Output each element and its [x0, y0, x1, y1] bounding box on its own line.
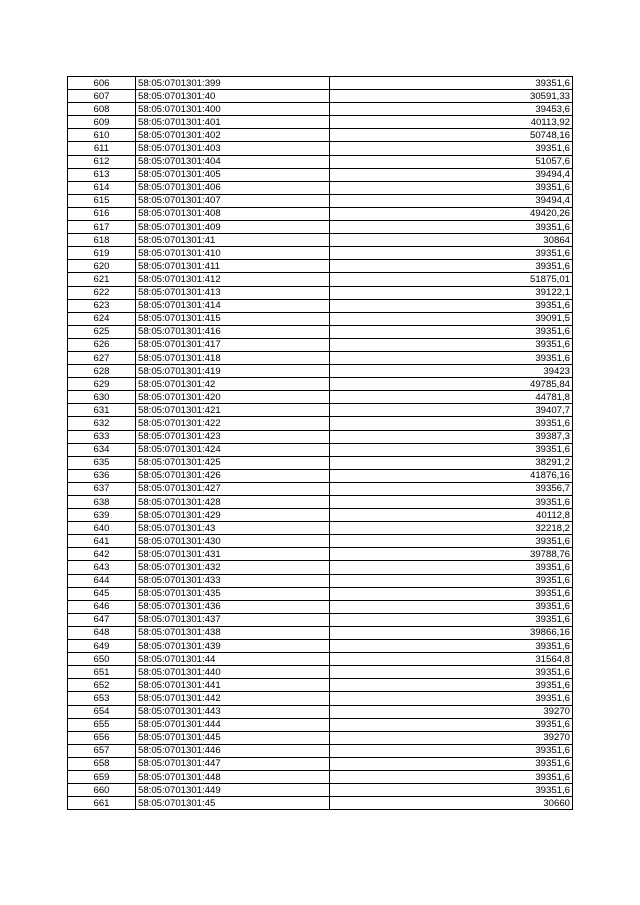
value-cell: 39351,6: [330, 247, 573, 260]
table-row: [68, 325, 573, 338]
table-row: [68, 653, 573, 666]
cadastral-number-cell: 58:05:0701301:437: [136, 613, 330, 626]
row-number-cell: 646: [68, 600, 136, 613]
value-cell: 39351,6: [330, 443, 573, 456]
value-cell: 40112,8: [330, 509, 573, 522]
cadastral-number-cell: 58:05:0701301:44: [136, 653, 330, 666]
row-number-cell: 661: [68, 797, 136, 810]
row-number-cell: 622: [68, 286, 136, 299]
value-cell: 39387,3: [330, 430, 573, 443]
row-number-cell: 620: [68, 260, 136, 273]
cadastral-number-cell: 58:05:0701301:422: [136, 417, 330, 430]
cadastral-number-cell: 58:05:0701301:399: [136, 77, 330, 90]
value-cell: 39351,6: [330, 325, 573, 338]
value-cell: 44781,8: [330, 391, 573, 404]
table-row: [68, 797, 573, 810]
row-number-cell: 655: [68, 718, 136, 731]
row-number-cell: 654: [68, 705, 136, 718]
table-row: [68, 770, 573, 783]
cadastral-number-cell: 58:05:0701301:400: [136, 103, 330, 116]
table-row: [68, 535, 573, 548]
value-cell: 39494,4: [330, 194, 573, 207]
row-number-cell: 653: [68, 692, 136, 705]
value-cell: 30591,33: [330, 90, 573, 103]
value-cell: 50748,16: [330, 129, 573, 142]
row-number-cell: 606: [68, 77, 136, 90]
cadastral-number-cell: 58:05:0701301:419: [136, 365, 330, 378]
value-cell: 39351,6: [330, 77, 573, 90]
cadastral-number-cell: 58:05:0701301:406: [136, 181, 330, 194]
cadastral-number-cell: 58:05:0701301:443: [136, 705, 330, 718]
table-row: [68, 430, 573, 443]
row-number-cell: 648: [68, 626, 136, 639]
value-cell: 39351,6: [330, 640, 573, 653]
value-cell: 39351,6: [330, 600, 573, 613]
cadastral-number-cell: 58:05:0701301:430: [136, 535, 330, 548]
row-number-cell: 643: [68, 561, 136, 574]
table-row: [68, 247, 573, 260]
cadastral-number-cell: 58:05:0701301:439: [136, 640, 330, 653]
row-number-cell: 641: [68, 535, 136, 548]
cadastral-number-cell: 58:05:0701301:42: [136, 378, 330, 391]
value-cell: 39351,6: [330, 574, 573, 587]
value-cell: 51875,01: [330, 273, 573, 286]
value-cell: 39351,6: [330, 561, 573, 574]
cadastral-value-table: [67, 76, 573, 810]
row-number-cell: 619: [68, 247, 136, 260]
cadastral-number-cell: 58:05:0701301:428: [136, 496, 330, 509]
cadastral-number-cell: 58:05:0701301:448: [136, 770, 330, 783]
row-number-cell: 642: [68, 548, 136, 561]
cadastral-number-cell: 58:05:0701301:421: [136, 404, 330, 417]
row-number-cell: 626: [68, 338, 136, 351]
table-row: [68, 168, 573, 181]
row-number-cell: 640: [68, 522, 136, 535]
cadastral-number-cell: 58:05:0701301:43: [136, 522, 330, 535]
table-row: [68, 77, 573, 90]
table-row: [68, 718, 573, 731]
table-row: [68, 587, 573, 600]
cadastral-number-cell: 58:05:0701301:429: [136, 509, 330, 522]
row-number-cell: 656: [68, 731, 136, 744]
value-cell: 39351,6: [330, 221, 573, 234]
table-row: [68, 443, 573, 456]
cadastral-number-cell: 58:05:0701301:425: [136, 456, 330, 469]
table-row: [68, 142, 573, 155]
table-row: [68, 273, 573, 286]
value-cell: 39351,6: [330, 587, 573, 600]
table-row: [68, 784, 573, 797]
value-cell: 39351,6: [330, 181, 573, 194]
cadastral-number-cell: 58:05:0701301:436: [136, 600, 330, 613]
value-cell: 39351,6: [330, 142, 573, 155]
cadastral-number-cell: 58:05:0701301:438: [136, 626, 330, 639]
cadastral-number-cell: 58:05:0701301:403: [136, 142, 330, 155]
table-row: [68, 679, 573, 692]
row-number-cell: 645: [68, 587, 136, 600]
table-row: [68, 116, 573, 129]
row-number-cell: 631: [68, 404, 136, 417]
table-row: [68, 378, 573, 391]
cadastral-number-cell: 58:05:0701301:412: [136, 273, 330, 286]
value-cell: 39351,6: [330, 417, 573, 430]
table-row: [68, 338, 573, 351]
table-row: [68, 129, 573, 142]
cadastral-number-cell: 58:05:0701301:435: [136, 587, 330, 600]
row-number-cell: 651: [68, 666, 136, 679]
value-cell: 39351,6: [330, 496, 573, 509]
cadastral-number-cell: 58:05:0701301:409: [136, 221, 330, 234]
table-row: [68, 404, 573, 417]
cadastral-number-cell: 58:05:0701301:407: [136, 194, 330, 207]
table-row: [68, 482, 573, 495]
row-number-cell: 659: [68, 770, 136, 783]
table-row: [68, 666, 573, 679]
value-cell: 40113,92: [330, 116, 573, 129]
row-number-cell: 638: [68, 496, 136, 509]
table-row: [68, 181, 573, 194]
table-row: [68, 757, 573, 770]
table-row: [68, 456, 573, 469]
value-cell: 39453,6: [330, 103, 573, 116]
cadastral-number-cell: 58:05:0701301:413: [136, 286, 330, 299]
row-number-cell: 608: [68, 103, 136, 116]
row-number-cell: 647: [68, 613, 136, 626]
cadastral-number-cell: 58:05:0701301:45: [136, 797, 330, 810]
cadastral-number-cell: 58:05:0701301:418: [136, 351, 330, 364]
value-cell: 39122,1: [330, 286, 573, 299]
value-cell: 39351,6: [330, 757, 573, 770]
row-number-cell: 615: [68, 194, 136, 207]
value-cell: 39788,76: [330, 548, 573, 561]
table-row: [68, 509, 573, 522]
value-cell: 39351,6: [330, 351, 573, 364]
table-row: [68, 286, 573, 299]
table-row: [68, 155, 573, 168]
value-cell: 32218,2: [330, 522, 573, 535]
cadastral-number-cell: 58:05:0701301:416: [136, 325, 330, 338]
cadastral-number-cell: 58:05:0701301:427: [136, 482, 330, 495]
table-body: [68, 77, 573, 810]
row-number-cell: 627: [68, 351, 136, 364]
row-number-cell: 658: [68, 757, 136, 770]
value-cell: 39351,6: [330, 679, 573, 692]
value-cell: 30660: [330, 797, 573, 810]
value-cell: 39356,7: [330, 482, 573, 495]
table-row: [68, 548, 573, 561]
value-cell: 49420,26: [330, 207, 573, 220]
row-number-cell: 614: [68, 181, 136, 194]
table-row: [68, 194, 573, 207]
table-row: [68, 496, 573, 509]
cadastral-number-cell: 58:05:0701301:415: [136, 312, 330, 325]
cadastral-number-cell: 58:05:0701301:414: [136, 299, 330, 312]
table-row: [68, 391, 573, 404]
value-cell: 39351,6: [330, 338, 573, 351]
cadastral-number-cell: 58:05:0701301:405: [136, 168, 330, 181]
row-number-cell: 639: [68, 509, 136, 522]
table-row: [68, 626, 573, 639]
cadastral-number-cell: 58:05:0701301:433: [136, 574, 330, 587]
row-number-cell: 612: [68, 155, 136, 168]
cadastral-number-cell: 58:05:0701301:426: [136, 469, 330, 482]
value-cell: 39351,6: [330, 613, 573, 626]
table-row: [68, 234, 573, 247]
cadastral-number-cell: 58:05:0701301:423: [136, 430, 330, 443]
cadastral-number-cell: 58:05:0701301:424: [136, 443, 330, 456]
cadastral-number-cell: 58:05:0701301:432: [136, 561, 330, 574]
cadastral-number-cell: 58:05:0701301:447: [136, 757, 330, 770]
value-cell: 39866,16: [330, 626, 573, 639]
table-row: [68, 600, 573, 613]
table-row: [68, 731, 573, 744]
table-row: [68, 705, 573, 718]
cadastral-number-cell: 58:05:0701301:404: [136, 155, 330, 168]
table-row: [68, 351, 573, 364]
value-cell: 39351,6: [330, 770, 573, 783]
value-cell: 30864: [330, 234, 573, 247]
value-cell: 31564,8: [330, 653, 573, 666]
row-number-cell: 629: [68, 378, 136, 391]
table-row: [68, 103, 573, 116]
row-number-cell: 621: [68, 273, 136, 286]
table-row: [68, 417, 573, 430]
cadastral-number-cell: 58:05:0701301:410: [136, 247, 330, 260]
cadastral-number-cell: 58:05:0701301:444: [136, 718, 330, 731]
cadastral-number-cell: 58:05:0701301:408: [136, 207, 330, 220]
row-number-cell: 617: [68, 221, 136, 234]
table-row: [68, 561, 573, 574]
row-number-cell: 637: [68, 482, 136, 495]
table-row: [68, 613, 573, 626]
value-cell: 41876,16: [330, 469, 573, 482]
row-number-cell: 628: [68, 365, 136, 378]
table-row: [68, 365, 573, 378]
cadastral-number-cell: 58:05:0701301:440: [136, 666, 330, 679]
row-number-cell: 618: [68, 234, 136, 247]
row-number-cell: 634: [68, 443, 136, 456]
value-cell: 39407,7: [330, 404, 573, 417]
table-row: [68, 260, 573, 273]
value-cell: 39351,6: [330, 784, 573, 797]
cadastral-number-cell: 58:05:0701301:401: [136, 116, 330, 129]
table-row: [68, 207, 573, 220]
row-number-cell: 652: [68, 679, 136, 692]
cadastral-number-cell: 58:05:0701301:402: [136, 129, 330, 142]
row-number-cell: 657: [68, 744, 136, 757]
row-number-cell: 611: [68, 142, 136, 155]
cadastral-number-cell: 58:05:0701301:446: [136, 744, 330, 757]
value-cell: 39351,6: [330, 260, 573, 273]
row-number-cell: 613: [68, 168, 136, 181]
row-number-cell: 630: [68, 391, 136, 404]
value-cell: 39270: [330, 705, 573, 718]
table-row: [68, 522, 573, 535]
cadastral-number-cell: 58:05:0701301:420: [136, 391, 330, 404]
table-row: [68, 299, 573, 312]
value-cell: 39091,5: [330, 312, 573, 325]
value-cell: 39351,6: [330, 535, 573, 548]
table-row: [68, 692, 573, 705]
table-row: [68, 469, 573, 482]
value-cell: 39351,6: [330, 299, 573, 312]
table-row: [68, 744, 573, 757]
value-cell: 39351,6: [330, 718, 573, 731]
row-number-cell: 623: [68, 299, 136, 312]
value-cell: 38291,2: [330, 456, 573, 469]
row-number-cell: 644: [68, 574, 136, 587]
cadastral-number-cell: 58:05:0701301:40: [136, 90, 330, 103]
value-cell: 39423: [330, 365, 573, 378]
row-number-cell: 633: [68, 430, 136, 443]
row-number-cell: 660: [68, 784, 136, 797]
value-cell: 39351,6: [330, 666, 573, 679]
cadastral-number-cell: 58:05:0701301:445: [136, 731, 330, 744]
table-row: [68, 221, 573, 234]
value-cell: 51057,6: [330, 155, 573, 168]
cadastral-number-cell: 58:05:0701301:411: [136, 260, 330, 273]
value-cell: 39270: [330, 731, 573, 744]
table-row: [68, 640, 573, 653]
row-number-cell: 650: [68, 653, 136, 666]
row-number-cell: 616: [68, 207, 136, 220]
value-cell: 39351,6: [330, 744, 573, 757]
row-number-cell: 635: [68, 456, 136, 469]
row-number-cell: 649: [68, 640, 136, 653]
row-number-cell: 624: [68, 312, 136, 325]
cadastral-number-cell: 58:05:0701301:442: [136, 692, 330, 705]
row-number-cell: 632: [68, 417, 136, 430]
table-row: [68, 90, 573, 103]
cadastral-number-cell: 58:05:0701301:441: [136, 679, 330, 692]
row-number-cell: 607: [68, 90, 136, 103]
table-row: [68, 312, 573, 325]
value-cell: 49785,84: [330, 378, 573, 391]
cadastral-number-cell: 58:05:0701301:41: [136, 234, 330, 247]
row-number-cell: 625: [68, 325, 136, 338]
cadastral-number-cell: 58:05:0701301:431: [136, 548, 330, 561]
row-number-cell: 636: [68, 469, 136, 482]
value-cell: 39494,4: [330, 168, 573, 181]
row-number-cell: 609: [68, 116, 136, 129]
cadastral-number-cell: 58:05:0701301:449: [136, 784, 330, 797]
cadastral-number-cell: 58:05:0701301:417: [136, 338, 330, 351]
value-cell: 39351,6: [330, 692, 573, 705]
table-row: [68, 574, 573, 587]
row-number-cell: 610: [68, 129, 136, 142]
